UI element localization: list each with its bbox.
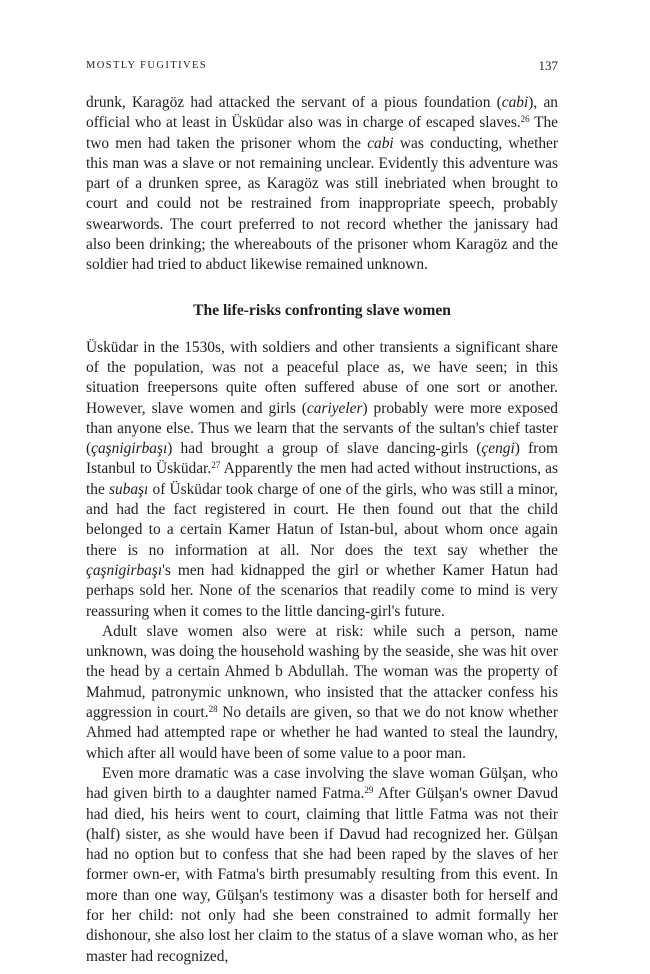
text-run: ) probably were more exposed than anyone else. Thus we learn that the servants of the sultan's chief taster ( — [86, 399, 558, 458]
paragraph — [86, 764, 558, 967]
footnote-marker: 27 — [211, 460, 221, 471]
italic-term: subaşı — [108, 480, 149, 498]
text-run: drunk, Karagöz had attacked the servant of a pious foundation ( — [86, 94, 502, 111]
italic-term: çaşnigirbaşı — [86, 561, 163, 579]
text-run: The two men had taken the prisoner whom the — [86, 114, 559, 152]
text-run: ) had brought a group of slave dancing-girls ( — [167, 440, 482, 458]
running-header — [86, 60, 558, 78]
text-run: Even more dramatic was a case involving the slave woman Gülşan, who had given birth to a daughter named Fatma. — [86, 764, 558, 803]
section-heading: The life-risks confronting slave women — [193, 301, 451, 319]
text-run: Apparently the men had acted without instructions, as the — [86, 460, 558, 498]
text-run: Adult slave women also were at risk: while such a person, name unknown, was doing the household washing by the seaside, she was hit over the head by a certain Ahmed b Abdullah. The woman was the property of Mahmud, patronymic unknown, who insisted that the attacker confess his aggression in court. — [86, 622, 558, 722]
paragraph — [86, 622, 558, 764]
running-title: MOSTLY FUGITIVES — [86, 60, 208, 71]
paragraph — [86, 93, 558, 276]
italic-term: cariyeler — [306, 399, 363, 417]
italic-term: cabi — [501, 94, 529, 111]
text-run: of Üsküdar took charge of one of the girls, who was still a minor, and had the fact registered in court. He then found out that the child belonged to a certain Kamer Hatun of Istan-bul, about whom once again there is no information at all. Nor does the text say whether the — [86, 480, 558, 559]
footnote-marker: 28 — [208, 704, 218, 715]
page-number: 137 — [538, 58, 558, 73]
text-run: 's men had kidnapped the girl or whether Kamer Hatun had perhaps sold her. None of the scenarios that readily come to mind is very reassuring when it comes to the little dancing-girl's future. — [86, 561, 558, 620]
italic-term: çengi — [481, 440, 515, 458]
text-run: Üsküdar in the 1530s, with soldiers and other transients a significant share of the population, was not a peaceful place as, we have seen; in this situation freepersons quite often suffered abuse of one sort or another. However, slave women and girls ( — [86, 338, 558, 417]
text-run: ) from Istanbul to Üsküdar. — [86, 440, 558, 478]
text-run: ), an official who at least in Üsküdar also was in charge of escaped slaves. — [86, 94, 558, 132]
paragraph — [86, 338, 558, 622]
text-run: was conducting, whether this man was a slave or not remaining unclear. Evidently this adventure was part of a drunken spree, as Karagöz was still inebriated when brought to court and could not be restrained from inappropriate speech, probably swearwords. The court preferred to not record whether the janissary had also been drinking; the whereabouts of the prisoner whom Karagöz and the soldier had tried to abduct likewise remained unknown. — [86, 134, 558, 274]
footnote-marker: 29 — [364, 785, 374, 796]
body-text — [86, 93, 558, 967]
footnote-marker: 26 — [520, 114, 530, 125]
italic-term: çaşnigirbaşı — [91, 440, 168, 458]
italic-term: cabi — [367, 134, 394, 152]
text-run: After Gülşan's owner Davud had died, his heirs went to court, claiming that little Fatma was not their (half) sister, as she would have been if Davud had recognized her. Gülşan had no option but to confess that she had been raped by the slaves of her former own-er, with Fatma's birth presumably resulting from this event. In more than one way, Gülşan's testimony was a disaster both for herself and for her child: not only had she been constrained to admit formally her dishonour, she also lost her claim to the status of a slave woman who, as her master had recognized, — [86, 785, 559, 965]
text-run: No details are given, so that we do not know whether Ahmed had attempted rape or whether he had wanted to steal the laundry, which after all would have been of some value to a poor man. — [86, 704, 558, 762]
